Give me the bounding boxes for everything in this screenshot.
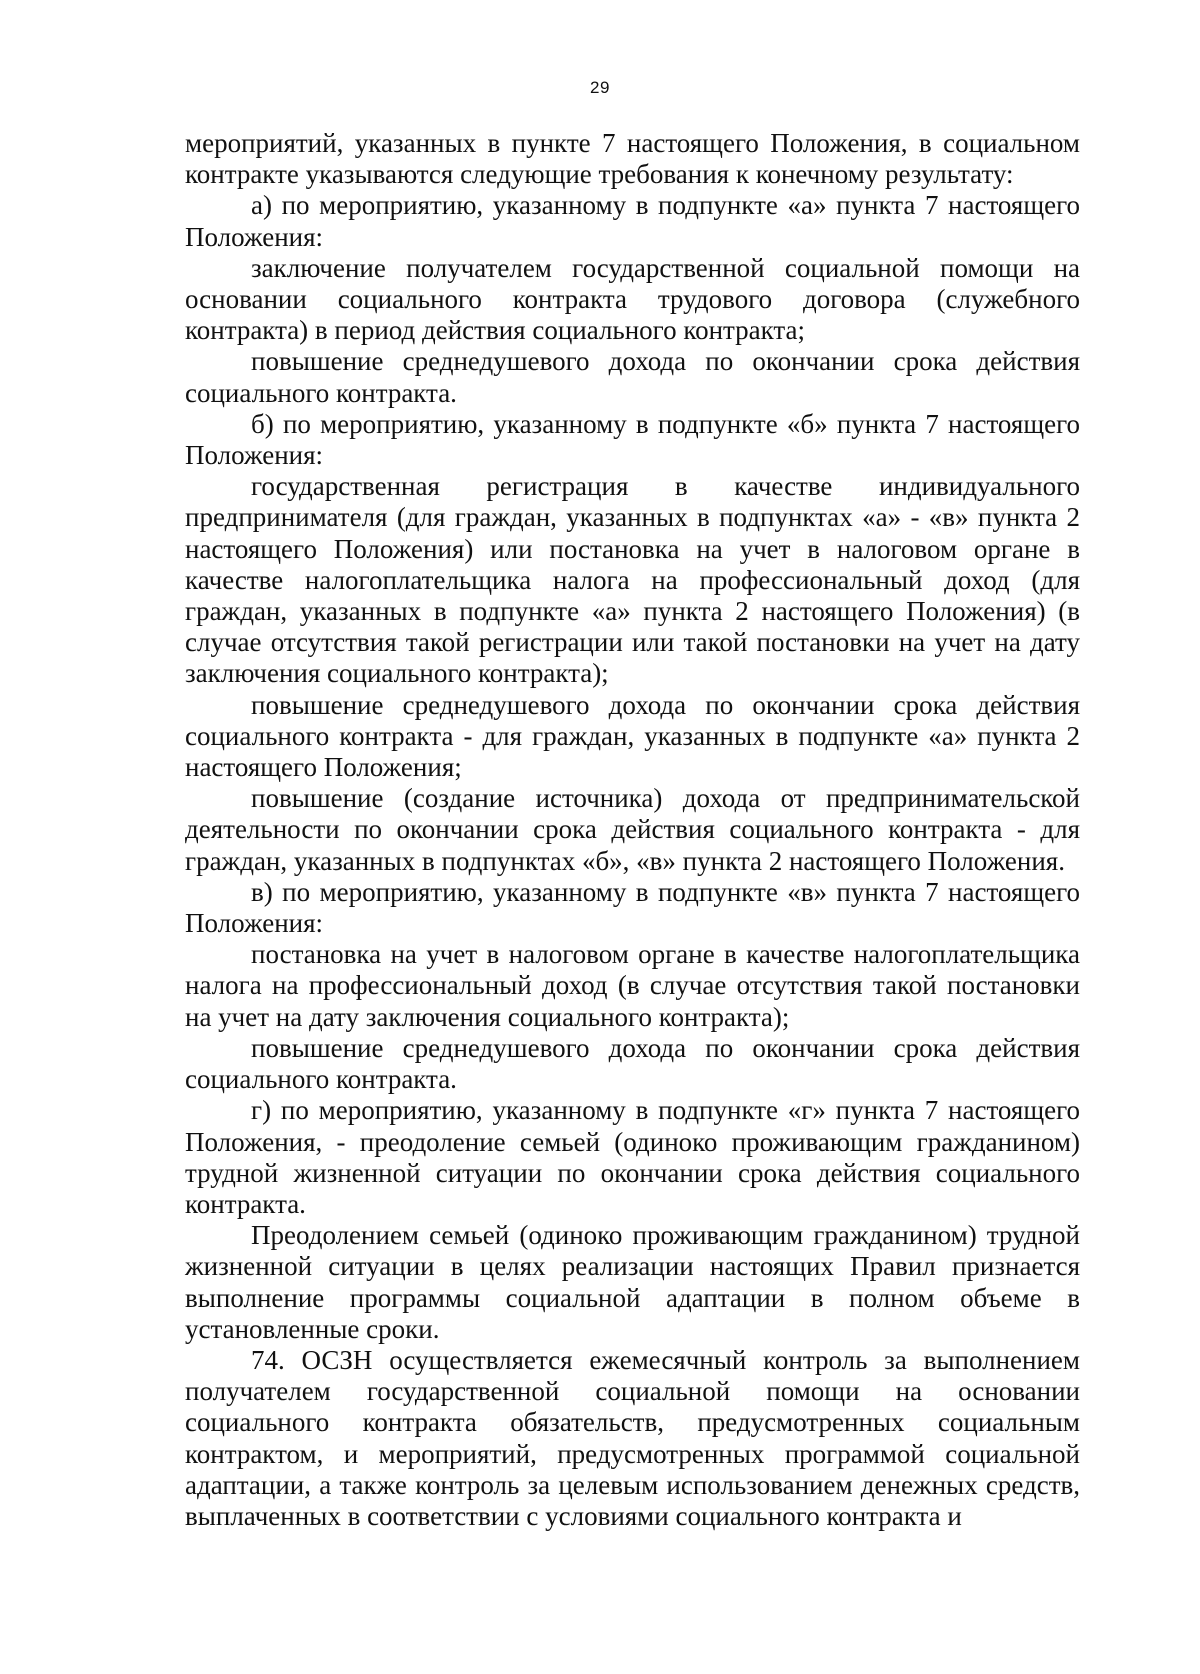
paragraph-b-registration: государственная регистрация в качестве индивидуального предпринимателя (для граждан, указанных в подпунктах «а» - «в» пункта 2 настоящего Положения) или постановка на учет в налоговом органе в качестве налогоплательщика налога на профессиональный доход (для граждан, указанных в подпункте «а» пункта 2 настоящего Положения) (в случае отсутствия такой регистрации или такой постановки на учет на дату заключения социального контракта); [185,471,1080,689]
paragraph-v-income: повышение среднедушевого дохода по окончании срока действия социального контракта. [185,1032,1080,1095]
paragraph-item-b: б) по мероприятию, указанному в подпункте «б» пункта 7 настоящего Положения: [185,408,1080,471]
paragraph-74-control: 74. ОСЗН осуществляется ежемесячный контроль за выполнением получателем государственной социальной помощи на основании социального контракта обязательств, предусмотренных социальным контрактом, и мероприятий, предусмотренных программой социальной адаптации, а также контроль за целевым использованием денежных средств, выплаченных в соответствии с условиями социального контракта и [185,1344,1080,1531]
paragraph-item-g: г) по мероприятию, указанному в подпункте «г» пункта 7 настоящего Положения, - преодоление семьей (одиноко проживающим гражданином) трудной жизненной ситуации по окончании срока действия социального контракта. [185,1095,1080,1219]
paragraph-v-registration: постановка на учет в налоговом органе в качестве налогоплательщика налога на профессиональный доход (в случае отсутствия такой постановки на учет на дату заключения социального контракта); [185,939,1080,1032]
paragraph-overcoming-definition: Преодолением семьей (одиноко проживающим гражданином) трудной жизненной ситуации в целях реализации настоящих Правил признается выполнение программы социальной адаптации в полном объеме в установленные сроки. [185,1220,1080,1344]
document-body [185,128,1080,1532]
paragraph-b-income: повышение среднедушевого дохода по окончании срока действия социального контракта - для граждан, указанных в подпункте «а» пункта 2 настоящего Положения; [185,689,1080,783]
paragraph-continuation: мероприятий, указанных в пункте 7 настоящего Положения, в социальном контракте указываются следующие требования к конечному результату: [185,128,1080,190]
page-number: 29 [590,78,610,97]
paragraph-b-business-income: повышение (создание источника) дохода от предпринимательской деятельности по окончании срока действия социального контракта - для граждан, указанных в подпунктах «б», «в» пункта 2 настоящего Положения. [185,783,1080,876]
paragraph-item-v: в) по мероприятию, указанному в подпункте «в» пункта 7 настоящего Положения: [185,876,1080,939]
paragraph-item-a: а) по мероприятию, указанному в подпункте «а» пункта 7 настоящего Положения: [185,190,1080,252]
paragraph-a-income: повышение среднедушевого дохода по окончании срока действия социального контракта. [185,346,1080,408]
paragraph-a-employment: заключение получателем государственной социальной помощи на основании социального контракта трудового договора (служебного контракта) в период действия социального контракта; [185,252,1080,346]
